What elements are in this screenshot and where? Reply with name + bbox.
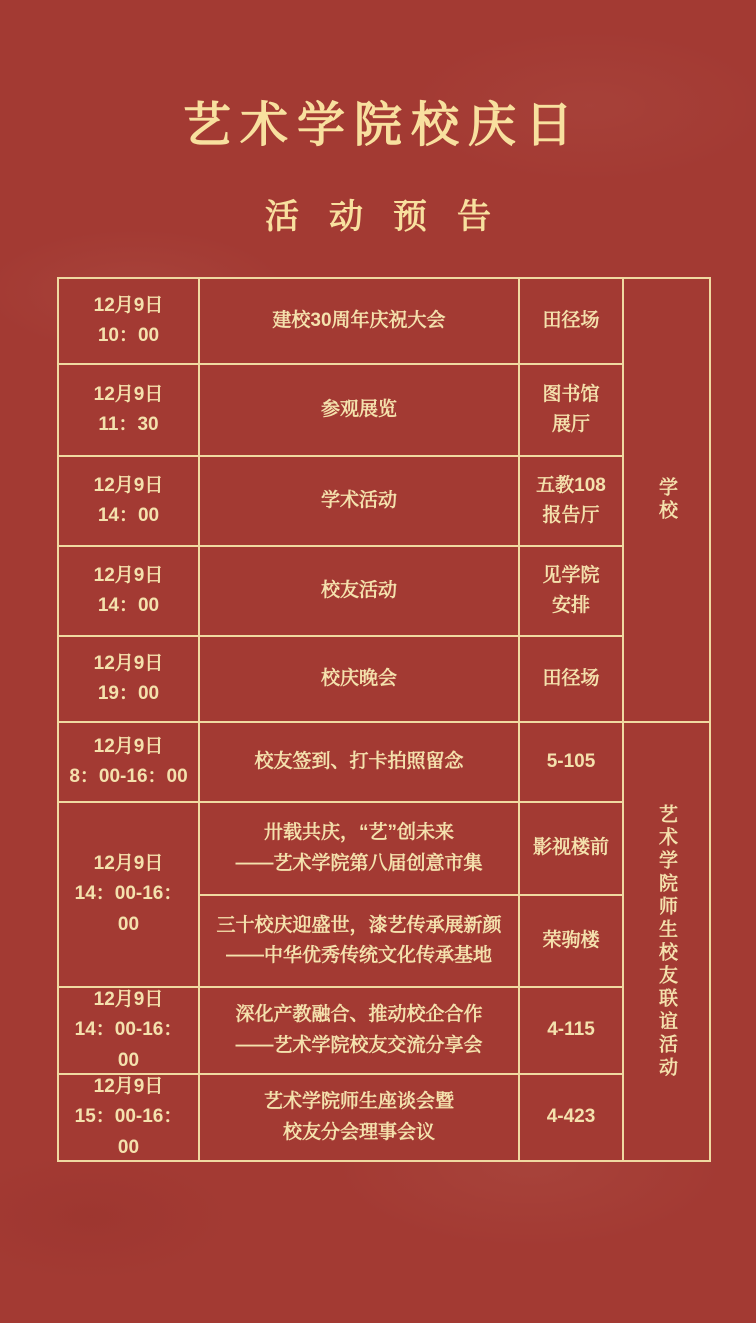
event-cell bbox=[200, 279, 518, 363]
category-cell-school: 学校 bbox=[624, 279, 709, 721]
event-cell bbox=[200, 637, 518, 721]
location-cell bbox=[520, 1075, 622, 1160]
event-cell bbox=[200, 988, 518, 1073]
event-cell bbox=[200, 723, 518, 801]
event-text: 建校30周年庆祝大会 bbox=[272, 309, 446, 331]
category-cell-alumni-activities: 艺术学院师生校友联谊活动 bbox=[624, 723, 709, 1160]
location-text: 影视楼前 bbox=[532, 837, 609, 859]
location-cell bbox=[520, 637, 622, 721]
page-subtitle: 活动预告 bbox=[265, 198, 521, 236]
time-text: 14：00 bbox=[97, 505, 160, 526]
location-text: 4-423 bbox=[546, 1106, 596, 1128]
event-text: ——艺术学院第八届创意市集 bbox=[235, 852, 483, 874]
time-cell bbox=[59, 988, 198, 1073]
event-text: 艺术学院师生座谈会暨 bbox=[263, 1091, 454, 1113]
time-cell bbox=[59, 279, 198, 363]
event-cell bbox=[200, 896, 518, 986]
location-text: 图书馆 bbox=[542, 383, 600, 405]
date-text: 12月9日 bbox=[93, 988, 164, 1010]
time-cell bbox=[59, 1075, 198, 1160]
date-text: 12月9日 bbox=[93, 652, 164, 674]
event-text: 三十校庆迎盛世，漆艺传承展新颜 bbox=[216, 914, 502, 936]
location-text: 田径场 bbox=[542, 667, 600, 689]
date-text: 12月9日 bbox=[93, 852, 164, 874]
location-text: 荣驹楼 bbox=[542, 929, 600, 951]
date-text: 12月9日 bbox=[93, 1075, 164, 1097]
time-text: 10：00 bbox=[97, 325, 160, 346]
location-cell bbox=[520, 547, 622, 635]
time-cell bbox=[59, 637, 198, 721]
event-cell bbox=[200, 365, 518, 455]
event-text: ——艺术学院校友交流分享会 bbox=[235, 1034, 483, 1056]
date-text: 12月9日 bbox=[93, 383, 164, 405]
event-text: ——中华优秀传统文化传承基地 bbox=[225, 945, 492, 966]
schedule-table bbox=[57, 277, 711, 1162]
time-text: 11：30 bbox=[98, 414, 159, 435]
time-cell bbox=[59, 803, 198, 986]
time-cell bbox=[59, 365, 198, 455]
location-cell bbox=[520, 988, 622, 1073]
location-cell bbox=[520, 896, 622, 986]
location-cell bbox=[520, 457, 622, 545]
event-cell bbox=[200, 457, 518, 545]
event-cell bbox=[200, 1075, 518, 1160]
event-text: 卅载共庆，“艺”创未来 bbox=[263, 822, 454, 844]
time-cell bbox=[59, 723, 198, 801]
date-text: 12月9日 bbox=[93, 564, 164, 586]
page-title: 艺术学院校庆日 bbox=[182, 99, 582, 152]
location-cell bbox=[520, 279, 622, 363]
location-text: 田径场 bbox=[542, 309, 600, 331]
location-text: 5-105 bbox=[546, 750, 596, 772]
time-text: 19：00 bbox=[97, 683, 160, 704]
event-text: 校友活动 bbox=[320, 579, 397, 601]
event-text: 参观展览 bbox=[320, 398, 397, 420]
time-text: 14：00-16：00 bbox=[74, 883, 183, 935]
time-text: 8：00-16：00 bbox=[69, 766, 188, 787]
location-cell bbox=[520, 803, 622, 894]
event-text: 校庆晚会 bbox=[320, 667, 397, 689]
event-text: 校友签到、打卡拍照留念 bbox=[254, 750, 464, 772]
event-text: 深化产教融合、推动校企合作 bbox=[235, 1004, 483, 1026]
event-text: 学术活动 bbox=[320, 489, 397, 511]
location-text: 4-115 bbox=[547, 1019, 595, 1041]
location-text: 安排 bbox=[551, 595, 590, 616]
event-cell bbox=[200, 803, 518, 894]
location-cell bbox=[520, 723, 622, 801]
time-cell bbox=[59, 547, 198, 635]
location-text: 五教108 bbox=[536, 474, 606, 496]
location-cell bbox=[520, 365, 622, 455]
location-text: 报告厅 bbox=[542, 505, 600, 526]
time-text: 14：00-16：00 bbox=[74, 1019, 183, 1071]
time-text: 15：00-16：00 bbox=[74, 1106, 183, 1158]
time-cell bbox=[59, 457, 198, 545]
date-text: 12月9日 bbox=[93, 294, 164, 316]
date-text: 12月9日 bbox=[93, 474, 164, 496]
date-text: 12月9日 bbox=[93, 735, 164, 757]
event-cell bbox=[200, 547, 518, 635]
location-text: 见学院 bbox=[542, 564, 600, 586]
time-text: 14：00 bbox=[97, 595, 160, 616]
event-text: 校友分会理事会议 bbox=[282, 1121, 435, 1143]
location-text: 展厅 bbox=[551, 414, 590, 435]
